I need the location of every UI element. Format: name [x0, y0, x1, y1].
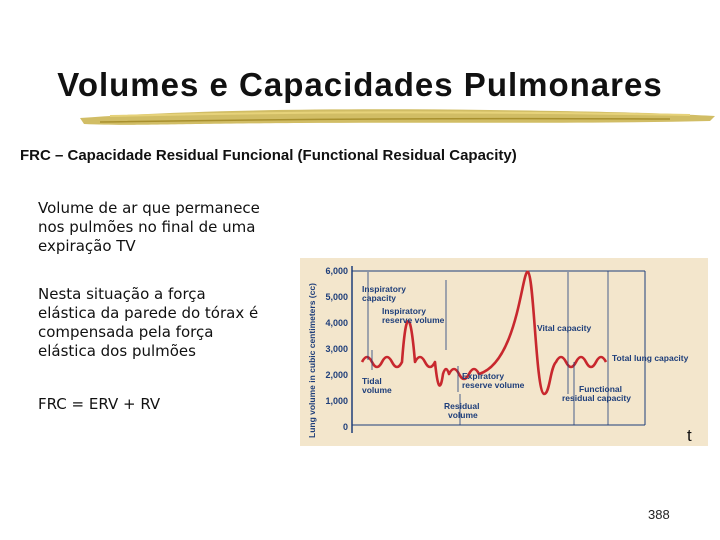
- label-tidal-volume: Tidal volume: [362, 376, 392, 395]
- label-total-lung-capacity: Total lung capacity: [612, 353, 689, 363]
- explanation-paragraph: Nesta situação a força elástica da parede do tórax é compensada pela força elástica dos pulmões: [38, 285, 259, 360]
- title-underline-brushstroke: [70, 104, 720, 128]
- label-inspiratory-reserve: Inspiratory reserve volume: [382, 306, 445, 325]
- y-tick-2000: 2,000: [325, 370, 348, 380]
- page-number: 388: [648, 507, 670, 522]
- time-axis-label: t: [687, 426, 692, 445]
- label-vital-capacity: Vital capacity: [537, 323, 592, 333]
- y-tick-4000: 4,000: [325, 318, 348, 328]
- label-expiratory-reserve: Expiratory reserve volume: [462, 371, 525, 390]
- y-tick-6000: 6,000: [325, 266, 348, 276]
- y-tick-1000: 1,000: [325, 396, 348, 406]
- y-tick-0: 0: [342, 422, 348, 432]
- slide-title: Volumes e Capacidades Pulmonares: [57, 66, 663, 103]
- lung-volumes-figure: [300, 258, 708, 446]
- y-tick-3000: 3,000: [325, 344, 348, 354]
- label-residual-volume: Residual volume: [444, 401, 480, 420]
- definition-paragraph: Volume de ar que permanece nos pulmões no final de uma expiração TV: [38, 199, 260, 255]
- slide-subtitle: FRC – Capacidade Residual Funcional (Functional Residual Capacity): [20, 147, 517, 164]
- y-axis-title: Lung volume in cubic centimeters (cc): [307, 283, 317, 438]
- formula-paragraph: FRC = ERV + RV: [38, 395, 161, 413]
- label-functional-residual: Functional residual capacity: [562, 384, 631, 403]
- y-tick-5000: 5,000: [325, 292, 348, 302]
- label-inspiratory-capacity: Inspiratory capacity: [362, 284, 406, 303]
